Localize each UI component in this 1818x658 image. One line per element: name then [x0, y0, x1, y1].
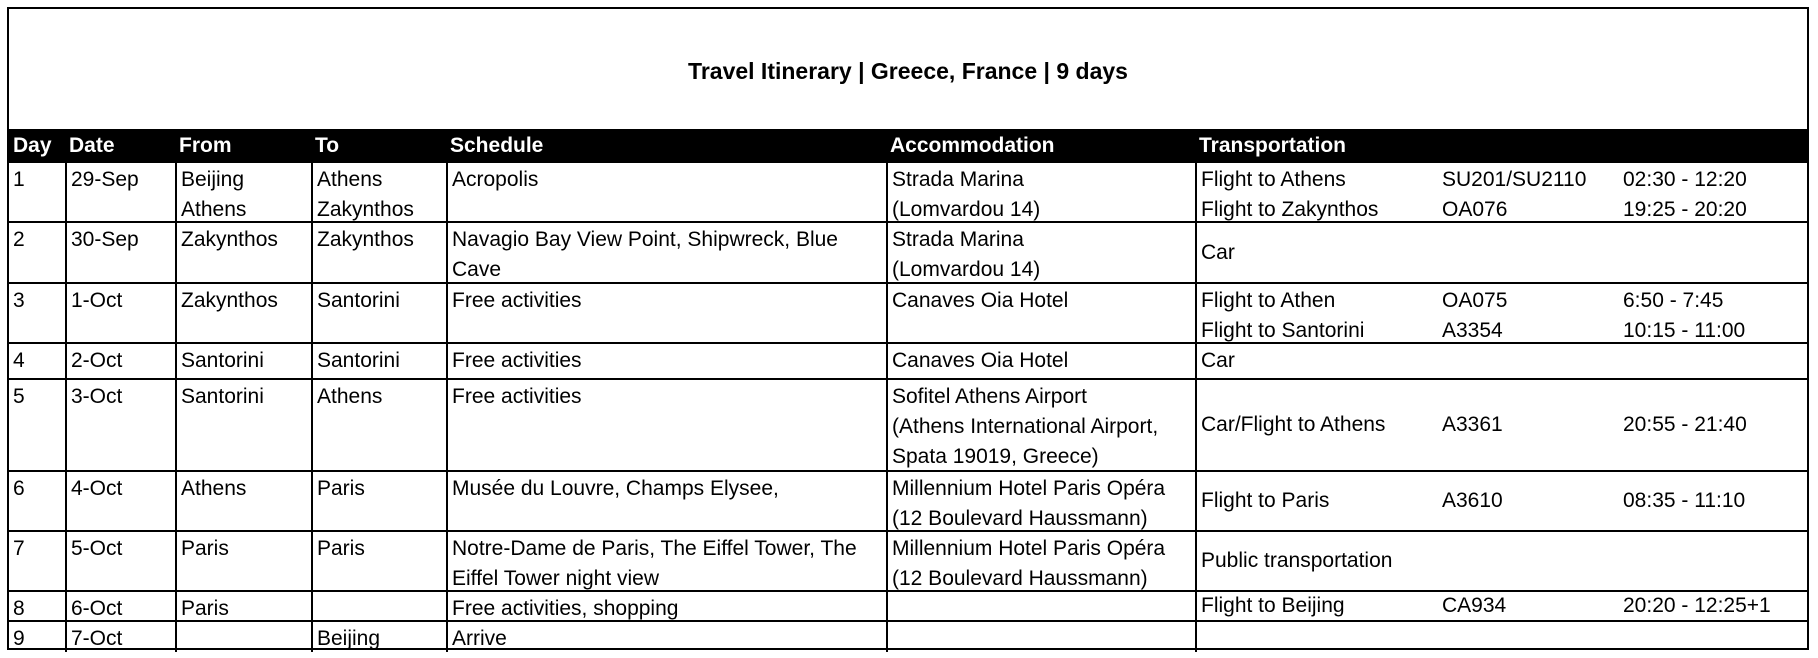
cell-from-line: Paris: [181, 597, 229, 620]
header-from: From: [179, 134, 232, 157]
cell-date-line: 1-Oct: [71, 289, 123, 312]
flight-number: [1442, 163, 1586, 221]
cell-schedule-line: Free activities, shopping: [452, 597, 679, 620]
cell-day: [9, 344, 65, 378]
cell-transportation: [1195, 622, 1809, 652]
cell-to: [311, 344, 446, 378]
cell-from: [175, 622, 311, 652]
flight-number-line: A3354: [1442, 319, 1503, 342]
cell-date-line: 6-Oct: [71, 597, 123, 620]
cell-date-line: 7-Oct: [71, 627, 123, 650]
cell-day-line: 1: [13, 168, 25, 191]
cell-accommodation-line: (12 Boulevard Haussmann): [892, 507, 1148, 530]
cell-schedule-line: Musée du Louvre, Champs Elysee,: [452, 477, 779, 500]
transport-mode-line: Flight to Athen: [1201, 289, 1336, 312]
table-row: [9, 163, 1809, 223]
cell-to: [311, 592, 446, 620]
cell-schedule: [446, 472, 886, 530]
cell-schedule: [446, 223, 886, 282]
flight-time-line: 20:20 - 12:25+1: [1623, 594, 1771, 617]
transport-mode: [1201, 284, 1364, 342]
header-date: Date: [69, 134, 115, 157]
flight-time-line: 10:15 - 11:00: [1623, 319, 1746, 342]
cell-day-line: 8: [13, 597, 25, 620]
transport-mode: [1201, 344, 1235, 378]
header-schedule: Schedule: [450, 134, 544, 157]
cell-accommodation-line: Strada Marina: [892, 228, 1024, 251]
cell-transportation: [1195, 380, 1809, 470]
cell-day: [9, 284, 65, 342]
table-row: [9, 622, 1809, 652]
cell-from-line: Athens: [181, 198, 247, 221]
cell-schedule: [446, 344, 886, 378]
cell-schedule: [446, 532, 886, 590]
cell-from: [175, 532, 311, 590]
cell-date-line: 29-Sep: [71, 168, 139, 191]
cell-from: [175, 284, 311, 342]
cell-schedule-line: Notre-Dame de Paris, The Eiffel Tower, The: [452, 537, 857, 560]
cell-accommodation: [886, 472, 1195, 530]
cell-day-line: 9: [13, 627, 25, 650]
cell-accommodation: [886, 622, 1195, 652]
cell-day: [9, 472, 65, 530]
cell-day: [9, 163, 65, 221]
cell-accommodation-line: (Lomvardou 14): [892, 198, 1041, 221]
transport-mode: [1201, 223, 1235, 282]
cell-to-line: Athens: [317, 168, 383, 191]
cell-day: [9, 592, 65, 620]
cell-accommodation-line: Canaves Oia Hotel: [892, 289, 1069, 312]
cell-transportation: [1195, 344, 1809, 378]
cell-to: [311, 284, 446, 342]
cell-schedule: [446, 592, 886, 620]
transport-mode: [1201, 163, 1378, 221]
cell-schedule-line: Acropolis: [452, 168, 539, 191]
cell-accommodation-line: Strada Marina: [892, 168, 1024, 191]
cell-date: [65, 380, 175, 470]
cell-to: [311, 532, 446, 590]
cell-date: [65, 284, 175, 342]
cell-date: [65, 472, 175, 530]
cell-schedule-line: Navagio Bay View Point, Shipwreck, Blue: [452, 228, 838, 251]
cell-accommodation-line: (Lomvardou 14): [892, 258, 1041, 281]
flight-number-line: OA075: [1442, 289, 1508, 312]
flight-time: [1623, 592, 1771, 620]
cell-schedule: [446, 163, 886, 221]
cell-from-line: Santorini: [181, 349, 264, 372]
cell-accommodation: [886, 592, 1195, 620]
transport-mode-line: Flight to Athens: [1201, 168, 1346, 191]
cell-accommodation: [886, 532, 1195, 590]
cell-to-line: Athens: [317, 385, 383, 408]
transport-mode-line: Car/Flight to Athens: [1201, 413, 1386, 436]
flight-number: [1442, 380, 1503, 470]
table-row: [9, 532, 1809, 592]
transport-mode: [1201, 592, 1345, 620]
flight-number-line: A3610: [1442, 489, 1503, 512]
cell-from-line: Beijing: [181, 168, 245, 191]
cell-date: [65, 532, 175, 590]
flight-number: [1442, 592, 1506, 620]
cell-accommodation: [886, 380, 1195, 470]
cell-to: [311, 380, 446, 470]
cell-date: [65, 223, 175, 282]
cell-day: [9, 223, 65, 282]
flight-number-line: SU201/SU2110: [1442, 168, 1587, 191]
cell-transportation: [1195, 284, 1809, 342]
cell-schedule-line: Free activities: [452, 289, 582, 312]
cell-to-line: Zakynthos: [317, 198, 414, 221]
cell-accommodation-line: (Athens International Airport,: [892, 415, 1159, 438]
flight-time-line: 20:55 - 21:40: [1623, 413, 1747, 436]
flight-number-line: CA934: [1442, 594, 1507, 617]
flight-time: [1623, 472, 1745, 530]
flight-number: [1442, 284, 1507, 342]
cell-day-line: 6: [13, 477, 25, 500]
cell-accommodation-line: Canaves Oia Hotel: [892, 349, 1069, 372]
cell-accommodation-line: Millennium Hotel Paris Opéra: [892, 477, 1166, 500]
transport-mode-line: Car: [1201, 349, 1235, 372]
table-header: [9, 129, 1809, 163]
cell-from-line: Zakynthos: [181, 289, 278, 312]
transport-mode: [1201, 472, 1329, 530]
flight-time-line: 6:50 - 7:45: [1623, 289, 1724, 312]
table-row: [9, 344, 1809, 380]
table-row: [9, 380, 1809, 472]
cell-from: [175, 472, 311, 530]
cell-schedule-line: Free activities: [452, 385, 582, 408]
cell-date: [65, 622, 175, 652]
cell-day: [9, 532, 65, 590]
cell-from: [175, 163, 311, 221]
transport-mode: [1201, 532, 1392, 590]
flight-time-line: 19:25 - 20:20: [1623, 198, 1747, 221]
table-row: [9, 223, 1809, 284]
transport-mode-line: Flight to Santorini: [1201, 319, 1365, 342]
cell-day-line: 7: [13, 537, 25, 560]
flight-number: [1442, 472, 1503, 530]
cell-schedule-line: Eiffel Tower night view: [452, 567, 659, 590]
cell-transportation: [1195, 592, 1809, 620]
cell-accommodation-line: Spata 19019, Greece): [892, 445, 1099, 468]
cell-day: [9, 380, 65, 470]
header-accommodation: Accommodation: [890, 134, 1055, 157]
cell-accommodation-line: Sofitel Athens Airport: [892, 385, 1087, 408]
cell-transportation: [1195, 163, 1809, 221]
cell-to-line: Beijing: [317, 627, 381, 650]
cell-to: [311, 622, 446, 652]
transport-mode: [1201, 380, 1385, 470]
cell-accommodation-line: Millennium Hotel Paris Opéra: [892, 537, 1166, 560]
itinerary-title: Travel Itinerary | Greece, France | 9 days: [688, 58, 1128, 84]
cell-from: [175, 380, 311, 470]
cell-date-line: 5-Oct: [71, 537, 123, 560]
table-row: [9, 592, 1809, 622]
cell-schedule-line: Cave: [452, 258, 502, 281]
transport-mode-line: Flight to Beijing: [1201, 594, 1345, 617]
cell-from: [175, 344, 311, 378]
cell-accommodation: [886, 284, 1195, 342]
cell-transportation: [1195, 472, 1809, 530]
cell-to-line: Paris: [317, 537, 365, 560]
cell-schedule: [446, 380, 886, 470]
cell-date-line: 4-Oct: [71, 477, 123, 500]
cell-to-line: Paris: [317, 477, 365, 500]
cell-from-line: Santorini: [181, 385, 264, 408]
cell-schedule: [446, 622, 886, 652]
transport-mode-line: Car: [1201, 240, 1235, 264]
flight-number-line: OA076: [1442, 198, 1508, 221]
flight-time-line: 08:35 - 11:10: [1623, 489, 1746, 512]
cell-transportation: [1195, 532, 1809, 590]
cell-accommodation: [886, 163, 1195, 221]
cell-schedule: [446, 284, 886, 342]
cell-day-line: 5: [13, 385, 25, 408]
cell-date: [65, 163, 175, 221]
transport-mode-line: Flight to Paris: [1201, 489, 1330, 512]
itinerary-sheet: [7, 7, 1809, 650]
cell-from: [175, 223, 311, 282]
cell-from: [175, 592, 311, 620]
flight-time: [1623, 163, 1747, 221]
cell-from-line: Paris: [181, 537, 229, 560]
cell-day-line: 3: [13, 289, 25, 312]
cell-to-line: Santorini: [317, 349, 400, 372]
cell-accommodation: [886, 344, 1195, 378]
cell-date-line: 30-Sep: [71, 228, 139, 251]
cell-date-line: 3-Oct: [71, 385, 123, 408]
cell-from-line: Zakynthos: [181, 228, 278, 251]
flight-time: [1623, 380, 1747, 470]
cell-day-line: 4: [13, 349, 25, 372]
cell-day: [9, 622, 65, 652]
flight-time-line: 02:30 - 12:20: [1623, 168, 1747, 191]
flight-time: [1623, 284, 1745, 342]
cell-to: [311, 223, 446, 282]
header-transportation: Transportation: [1199, 134, 1347, 157]
cell-to: [311, 163, 446, 221]
cell-day-line: 2: [13, 228, 25, 251]
table-row: [9, 472, 1809, 532]
cell-transportation: [1195, 223, 1809, 282]
cell-accommodation-line: (12 Boulevard Haussmann): [892, 567, 1148, 590]
cell-schedule-line: Free activities: [452, 349, 582, 372]
cell-date-line: 2-Oct: [71, 349, 123, 372]
cell-date: [65, 344, 175, 378]
flight-number-line: A3361: [1442, 413, 1503, 436]
cell-schedule-line: Arrive: [452, 627, 507, 650]
transport-mode-line: Public transportation: [1201, 549, 1393, 572]
cell-date: [65, 592, 175, 620]
header-day: Day: [13, 134, 52, 157]
header-to: To: [315, 134, 340, 157]
cell-to-line: Santorini: [317, 289, 400, 312]
cell-to-line: Zakynthos: [317, 228, 414, 251]
transport-mode-line: Flight to Zakynthos: [1201, 198, 1379, 221]
cell-to: [311, 472, 446, 530]
table-row: [9, 284, 1809, 344]
cell-from-line: Athens: [181, 477, 247, 500]
cell-accommodation: [886, 223, 1195, 282]
